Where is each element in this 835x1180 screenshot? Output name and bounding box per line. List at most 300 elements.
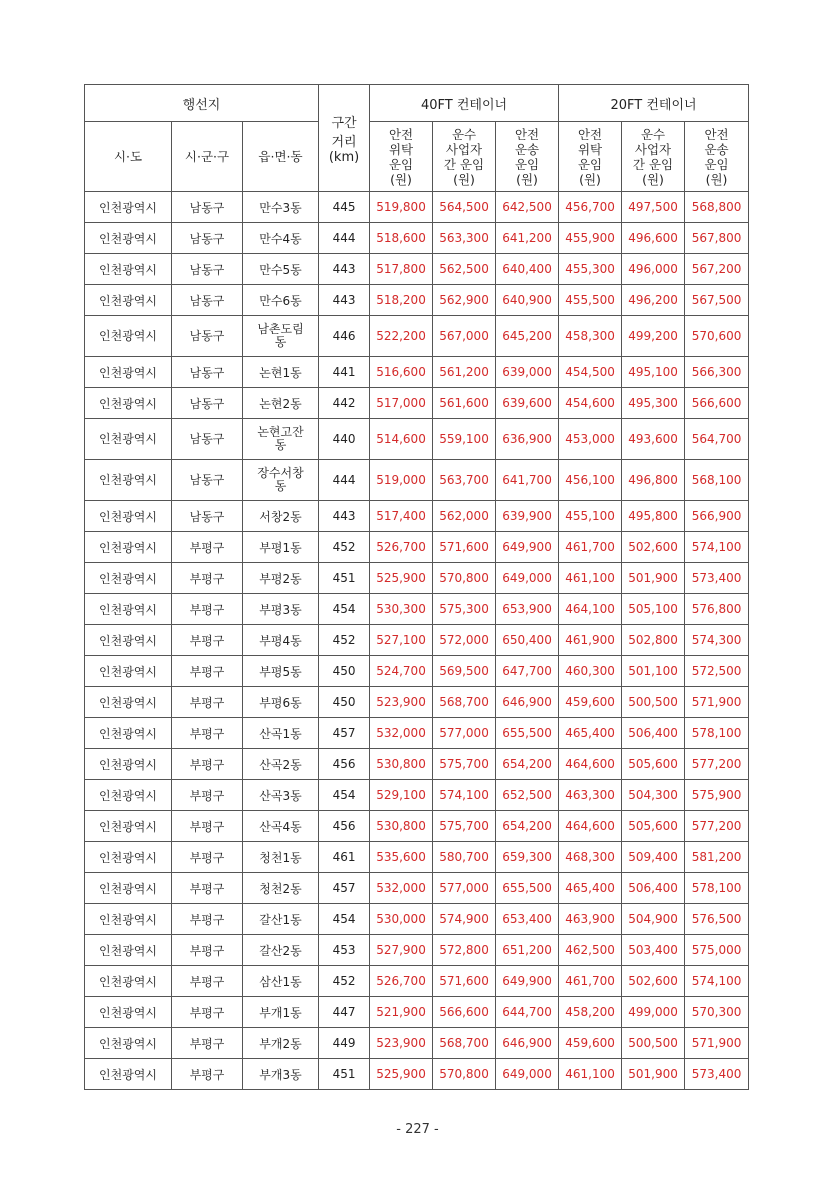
rate-cell: 639,000 (496, 357, 559, 388)
rate-cell: 527,900 (370, 935, 433, 966)
rate-cell: 571,900 (685, 1028, 749, 1059)
rate-cell: 566,600 (433, 997, 496, 1028)
distance-cell: 454 (319, 904, 370, 935)
rate-cell: 572,800 (433, 935, 496, 966)
sido-cell: 인천광역시 (85, 656, 172, 687)
distance-cell: 450 (319, 687, 370, 718)
table-row (85, 811, 749, 842)
rate-cell: 636,900 (496, 419, 559, 460)
table-row (85, 935, 749, 966)
distance-cell: 449 (319, 1028, 370, 1059)
distance-cell: 443 (319, 285, 370, 316)
distance-cell: 456 (319, 749, 370, 780)
sido-cell: 인천광역시 (85, 1059, 172, 1090)
distance-cell: 451 (319, 1059, 370, 1090)
distance-cell: 457 (319, 718, 370, 749)
sido-cell: 인천광역시 (85, 997, 172, 1028)
rate-cell: 455,100 (559, 501, 622, 532)
rate-cell: 500,500 (622, 687, 685, 718)
rate-cell: 509,400 (622, 842, 685, 873)
dong-cell: 만수3동 (243, 192, 319, 223)
rate-cell: 524,700 (370, 656, 433, 687)
rate-cell: 646,900 (496, 1028, 559, 1059)
table-row (85, 501, 749, 532)
dong-cell: 만수4동 (243, 223, 319, 254)
sigungu-cell: 남동구 (172, 254, 243, 285)
rate-cell: 535,600 (370, 842, 433, 873)
rate-cell: 574,100 (433, 780, 496, 811)
rate-cell: 575,000 (685, 935, 749, 966)
rate-cell: 464,600 (559, 749, 622, 780)
rate-cell: 455,300 (559, 254, 622, 285)
rate-cell: 568,800 (685, 192, 749, 223)
rate-cell: 502,800 (622, 625, 685, 656)
rate-cell: 577,000 (433, 873, 496, 904)
sido-cell: 인천광역시 (85, 625, 172, 656)
dong-cell: 산곡4동 (243, 811, 319, 842)
rate-cell: 653,400 (496, 904, 559, 935)
rate-cell: 454,500 (559, 357, 622, 388)
table-body (85, 192, 749, 1090)
rate-cell: 503,400 (622, 935, 685, 966)
rate-cell: 516,600 (370, 357, 433, 388)
rate-cell: 495,100 (622, 357, 685, 388)
rate-cell: 572,500 (685, 656, 749, 687)
rate-cell: 571,600 (433, 966, 496, 997)
dong-cell: 부평3동 (243, 594, 319, 625)
rate-cell: 453,000 (559, 419, 622, 460)
rate-cell: 561,200 (433, 357, 496, 388)
sido-cell: 인천광역시 (85, 1028, 172, 1059)
dong-cell: 서창2동 (243, 501, 319, 532)
rate-cell: 655,500 (496, 718, 559, 749)
distance-cell: 440 (319, 419, 370, 460)
table-row (85, 656, 749, 687)
sido-cell: 인천광역시 (85, 316, 172, 357)
rate-cell: 567,200 (685, 254, 749, 285)
rate-cell: 647,700 (496, 656, 559, 687)
distance-cell: 454 (319, 594, 370, 625)
rate-cell: 559,100 (433, 419, 496, 460)
rate-cell: 577,000 (433, 718, 496, 749)
rate-cell: 525,900 (370, 563, 433, 594)
sigungu-cell: 남동구 (172, 192, 243, 223)
sigungu-cell: 남동구 (172, 460, 243, 501)
rate-cell: 570,300 (685, 997, 749, 1028)
sido-cell: 인천광역시 (85, 357, 172, 388)
sido-header: 시·도 (85, 122, 172, 192)
rate-cell: 568,100 (685, 460, 749, 501)
rate-cell: 576,800 (685, 594, 749, 625)
sigungu-cell: 남동구 (172, 316, 243, 357)
distance-cell: 452 (319, 532, 370, 563)
rate-cell: 569,500 (433, 656, 496, 687)
rate-cell: 526,700 (370, 532, 433, 563)
table-row (85, 966, 749, 997)
table-row (85, 687, 749, 718)
rate-cell: 504,900 (622, 904, 685, 935)
sigungu-cell: 남동구 (172, 223, 243, 254)
rate-cell: 496,600 (622, 223, 685, 254)
distance-cell: 457 (319, 873, 370, 904)
sido-cell: 인천광역시 (85, 532, 172, 563)
rate-cell: 570,600 (685, 316, 749, 357)
rate-cell: 578,100 (685, 718, 749, 749)
rate-cell: 456,700 (559, 192, 622, 223)
rate-cell: 568,700 (433, 687, 496, 718)
rate-cell: 567,800 (685, 223, 749, 254)
sido-cell: 인천광역시 (85, 223, 172, 254)
rate-col-header-20-safe-transport: 안전 운송 운임 (원) (685, 122, 749, 192)
rate-cell: 455,900 (559, 223, 622, 254)
freight-rate-table (84, 84, 749, 1090)
sido-cell: 인천광역시 (85, 192, 172, 223)
rate-cell: 573,400 (685, 563, 749, 594)
rate-cell: 461,100 (559, 1059, 622, 1090)
rate-cell: 581,200 (685, 842, 749, 873)
distance-cell: 443 (319, 501, 370, 532)
rate-cell: 530,800 (370, 749, 433, 780)
rate-cell: 522,200 (370, 316, 433, 357)
group-20ft-header: 20FT 컨테이너 (559, 85, 749, 122)
rate-cell: 496,800 (622, 460, 685, 501)
table-row (85, 873, 749, 904)
sigungu-cell: 부평구 (172, 780, 243, 811)
sigungu-cell: 남동구 (172, 285, 243, 316)
rate-cell: 532,000 (370, 873, 433, 904)
rate-cell: 577,200 (685, 811, 749, 842)
sigungu-cell: 부평구 (172, 811, 243, 842)
rate-cell: 460,300 (559, 656, 622, 687)
table-row (85, 460, 749, 501)
rate-cell: 646,900 (496, 687, 559, 718)
distance-cell: 456 (319, 811, 370, 842)
distance-header: 구간 거리 (km) (319, 85, 370, 192)
rate-cell: 461,900 (559, 625, 622, 656)
rate-cell: 575,300 (433, 594, 496, 625)
rate-col-header-40-carrier: 운수 사업자 간 운임 (원) (433, 122, 496, 192)
rate-cell: 577,200 (685, 749, 749, 780)
dong-cell: 부개1동 (243, 997, 319, 1028)
sigungu-cell: 남동구 (172, 357, 243, 388)
sigungu-cell: 부평구 (172, 563, 243, 594)
sigungu-cell: 부평구 (172, 594, 243, 625)
sigungu-cell: 부평구 (172, 966, 243, 997)
rate-cell: 518,200 (370, 285, 433, 316)
table-row (85, 904, 749, 935)
rate-cell: 527,100 (370, 625, 433, 656)
dong-cell: 산곡1동 (243, 718, 319, 749)
dong-cell: 청천1동 (243, 842, 319, 873)
rate-cell: 649,000 (496, 563, 559, 594)
rate-col-header-40-safe-transport: 안전 운송 운임 (원) (496, 122, 559, 192)
rate-cell: 578,100 (685, 873, 749, 904)
rate-cell: 506,400 (622, 873, 685, 904)
rate-cell: 575,700 (433, 749, 496, 780)
sido-cell: 인천광역시 (85, 780, 172, 811)
sido-cell: 인천광역시 (85, 718, 172, 749)
sido-cell: 인천광역시 (85, 419, 172, 460)
rate-cell: 563,700 (433, 460, 496, 501)
rate-cell: 464,100 (559, 594, 622, 625)
rate-cell: 655,500 (496, 873, 559, 904)
sido-cell: 인천광역시 (85, 749, 172, 780)
sido-cell: 인천광역시 (85, 811, 172, 842)
page-number: - 227 - (396, 1122, 439, 1137)
distance-cell: 446 (319, 316, 370, 357)
rate-cell: 571,900 (685, 687, 749, 718)
dong-cell: 논현1동 (243, 357, 319, 388)
rate-cell: 640,900 (496, 285, 559, 316)
rate-cell: 465,400 (559, 873, 622, 904)
distance-cell: 461 (319, 842, 370, 873)
rate-cell: 574,100 (685, 532, 749, 563)
sido-cell: 인천광역시 (85, 904, 172, 935)
rate-cell: 652,500 (496, 780, 559, 811)
rate-cell: 576,500 (685, 904, 749, 935)
rate-cell: 639,600 (496, 388, 559, 419)
table-row (85, 594, 749, 625)
dong-cell: 갈산1동 (243, 904, 319, 935)
rate-cell: 532,000 (370, 718, 433, 749)
dong-cell: 장수서창 동 (243, 460, 319, 501)
rate-cell: 574,900 (433, 904, 496, 935)
table-row (85, 223, 749, 254)
dong-cell: 산곡2동 (243, 749, 319, 780)
rate-col-header-40-safe-commission: 안전 위탁 운임 (원) (370, 122, 433, 192)
rate-cell: 572,000 (433, 625, 496, 656)
dong-cell: 논현2동 (243, 388, 319, 419)
rate-cell: 649,900 (496, 532, 559, 563)
sigungu-cell: 부평구 (172, 873, 243, 904)
sigungu-cell: 부평구 (172, 532, 243, 563)
rate-cell: 649,000 (496, 1059, 559, 1090)
rate-cell: 649,900 (496, 966, 559, 997)
rate-cell: 563,300 (433, 223, 496, 254)
table-row (85, 997, 749, 1028)
rate-cell: 650,400 (496, 625, 559, 656)
distance-cell: 445 (319, 192, 370, 223)
sido-cell: 인천광역시 (85, 935, 172, 966)
rate-cell: 518,600 (370, 223, 433, 254)
rate-cell: 517,000 (370, 388, 433, 419)
rate-cell: 575,700 (433, 811, 496, 842)
dong-cell: 산곡3동 (243, 780, 319, 811)
distance-cell: 443 (319, 254, 370, 285)
rate-cell: 514,600 (370, 419, 433, 460)
rate-cell: 468,300 (559, 842, 622, 873)
sido-cell: 인천광역시 (85, 687, 172, 718)
rate-cell: 458,300 (559, 316, 622, 357)
group-40ft-header: 40FT 컨테이너 (370, 85, 559, 122)
rate-cell: 464,600 (559, 811, 622, 842)
eupmyeondong-header: 읍·면·동 (243, 122, 319, 192)
sido-cell: 인천광역시 (85, 966, 172, 997)
rate-cell: 566,600 (685, 388, 749, 419)
rate-cell: 570,800 (433, 1059, 496, 1090)
sigungu-cell: 부평구 (172, 842, 243, 873)
rate-cell: 654,200 (496, 811, 559, 842)
rate-cell: 454,600 (559, 388, 622, 419)
rate-cell: 530,000 (370, 904, 433, 935)
rate-cell: 505,600 (622, 749, 685, 780)
rate-cell: 640,400 (496, 254, 559, 285)
rate-cell: 644,700 (496, 997, 559, 1028)
rate-cell: 459,600 (559, 1028, 622, 1059)
rate-cell: 455,500 (559, 285, 622, 316)
rate-cell: 521,900 (370, 997, 433, 1028)
sido-cell: 인천광역시 (85, 254, 172, 285)
sido-cell: 인천광역시 (85, 388, 172, 419)
rate-cell: 493,600 (622, 419, 685, 460)
rate-cell: 567,000 (433, 316, 496, 357)
table-header (85, 85, 749, 192)
table-row (85, 316, 749, 357)
rate-cell: 574,300 (685, 625, 749, 656)
sido-cell: 인천광역시 (85, 842, 172, 873)
rate-cell: 573,400 (685, 1059, 749, 1090)
distance-cell: 450 (319, 656, 370, 687)
table-row (85, 254, 749, 285)
rate-cell: 517,400 (370, 501, 433, 532)
rate-cell: 517,800 (370, 254, 433, 285)
distance-cell: 442 (319, 388, 370, 419)
table-row (85, 563, 749, 594)
distance-cell: 453 (319, 935, 370, 966)
rate-cell: 504,300 (622, 780, 685, 811)
table-row (85, 192, 749, 223)
rate-cell: 461,700 (559, 532, 622, 563)
rate-cell: 461,700 (559, 966, 622, 997)
distance-cell: 444 (319, 223, 370, 254)
rate-cell: 496,000 (622, 254, 685, 285)
rate-cell: 562,900 (433, 285, 496, 316)
rate-cell: 571,600 (433, 532, 496, 563)
dong-cell: 부평1동 (243, 532, 319, 563)
rate-cell: 497,500 (622, 192, 685, 223)
rate-cell: 519,000 (370, 460, 433, 501)
dong-cell: 갈산2동 (243, 935, 319, 966)
rate-cell: 505,600 (622, 811, 685, 842)
dong-cell: 삼산1동 (243, 966, 319, 997)
table-row (85, 357, 749, 388)
rate-cell: 574,100 (685, 966, 749, 997)
rate-cell: 501,900 (622, 563, 685, 594)
sigungu-cell: 부평구 (172, 1059, 243, 1090)
dong-cell: 부평4동 (243, 625, 319, 656)
sido-cell: 인천광역시 (85, 563, 172, 594)
rate-cell: 523,900 (370, 1028, 433, 1059)
distance-cell: 454 (319, 780, 370, 811)
rate-cell: 499,200 (622, 316, 685, 357)
sido-cell: 인천광역시 (85, 460, 172, 501)
rate-cell: 566,300 (685, 357, 749, 388)
rate-cell: 651,200 (496, 935, 559, 966)
rate-cell: 641,200 (496, 223, 559, 254)
sigungu-cell: 부평구 (172, 687, 243, 718)
rate-cell: 506,400 (622, 718, 685, 749)
region-header: 행선지 (85, 85, 319, 122)
sigungu-header: 시·군·구 (172, 122, 243, 192)
sido-cell: 인천광역시 (85, 873, 172, 904)
rate-cell: 499,000 (622, 997, 685, 1028)
table-row (85, 532, 749, 563)
sigungu-cell: 부평구 (172, 997, 243, 1028)
rate-cell: 568,700 (433, 1028, 496, 1059)
sigungu-cell: 부평구 (172, 935, 243, 966)
table-row (85, 780, 749, 811)
distance-cell: 451 (319, 563, 370, 594)
dong-cell: 논현고잔 동 (243, 419, 319, 460)
rate-cell: 654,200 (496, 749, 559, 780)
rate-cell: 525,900 (370, 1059, 433, 1090)
dong-cell: 부평2동 (243, 563, 319, 594)
rate-cell: 505,100 (622, 594, 685, 625)
rate-cell: 496,200 (622, 285, 685, 316)
table-row (85, 842, 749, 873)
sido-cell: 인천광역시 (85, 501, 172, 532)
rate-cell: 500,500 (622, 1028, 685, 1059)
rate-cell: 456,100 (559, 460, 622, 501)
rate-cell: 459,600 (559, 687, 622, 718)
table-row (85, 419, 749, 460)
table-row (85, 1059, 749, 1090)
sigungu-cell: 남동구 (172, 501, 243, 532)
rate-cell: 465,400 (559, 718, 622, 749)
rate-cell: 501,900 (622, 1059, 685, 1090)
table-row (85, 1028, 749, 1059)
rate-cell: 501,100 (622, 656, 685, 687)
rate-cell: 502,600 (622, 532, 685, 563)
rate-cell: 562,000 (433, 501, 496, 532)
sigungu-cell: 부평구 (172, 904, 243, 935)
rate-cell: 530,800 (370, 811, 433, 842)
rate-cell: 461,100 (559, 563, 622, 594)
rate-cell: 462,500 (559, 935, 622, 966)
rate-cell: 580,700 (433, 842, 496, 873)
dong-cell: 청천2동 (243, 873, 319, 904)
distance-cell: 447 (319, 997, 370, 1028)
sigungu-cell: 부평구 (172, 718, 243, 749)
rate-cell: 566,900 (685, 501, 749, 532)
dong-cell: 부평6동 (243, 687, 319, 718)
table-row (85, 718, 749, 749)
sigungu-cell: 부평구 (172, 749, 243, 780)
rate-cell: 645,200 (496, 316, 559, 357)
dong-cell: 부평5동 (243, 656, 319, 687)
sigungu-cell: 남동구 (172, 388, 243, 419)
rate-cell: 653,900 (496, 594, 559, 625)
dong-cell: 부개2동 (243, 1028, 319, 1059)
rate-cell: 495,800 (622, 501, 685, 532)
dong-cell: 만수5동 (243, 254, 319, 285)
sido-cell: 인천광역시 (85, 594, 172, 625)
rate-cell: 564,700 (685, 419, 749, 460)
rate-cell: 642,500 (496, 192, 559, 223)
sigungu-cell: 부평구 (172, 625, 243, 656)
rate-cell: 575,900 (685, 780, 749, 811)
rate-cell: 529,100 (370, 780, 433, 811)
sido-cell: 인천광역시 (85, 285, 172, 316)
rate-cell: 561,600 (433, 388, 496, 419)
rate-cell: 570,800 (433, 563, 496, 594)
distance-cell: 452 (319, 625, 370, 656)
rate-col-header-20-carrier: 운수 사업자 간 운임 (원) (622, 122, 685, 192)
rate-cell: 502,600 (622, 966, 685, 997)
sigungu-cell: 남동구 (172, 419, 243, 460)
dong-cell: 부개3동 (243, 1059, 319, 1090)
rate-cell: 641,700 (496, 460, 559, 501)
